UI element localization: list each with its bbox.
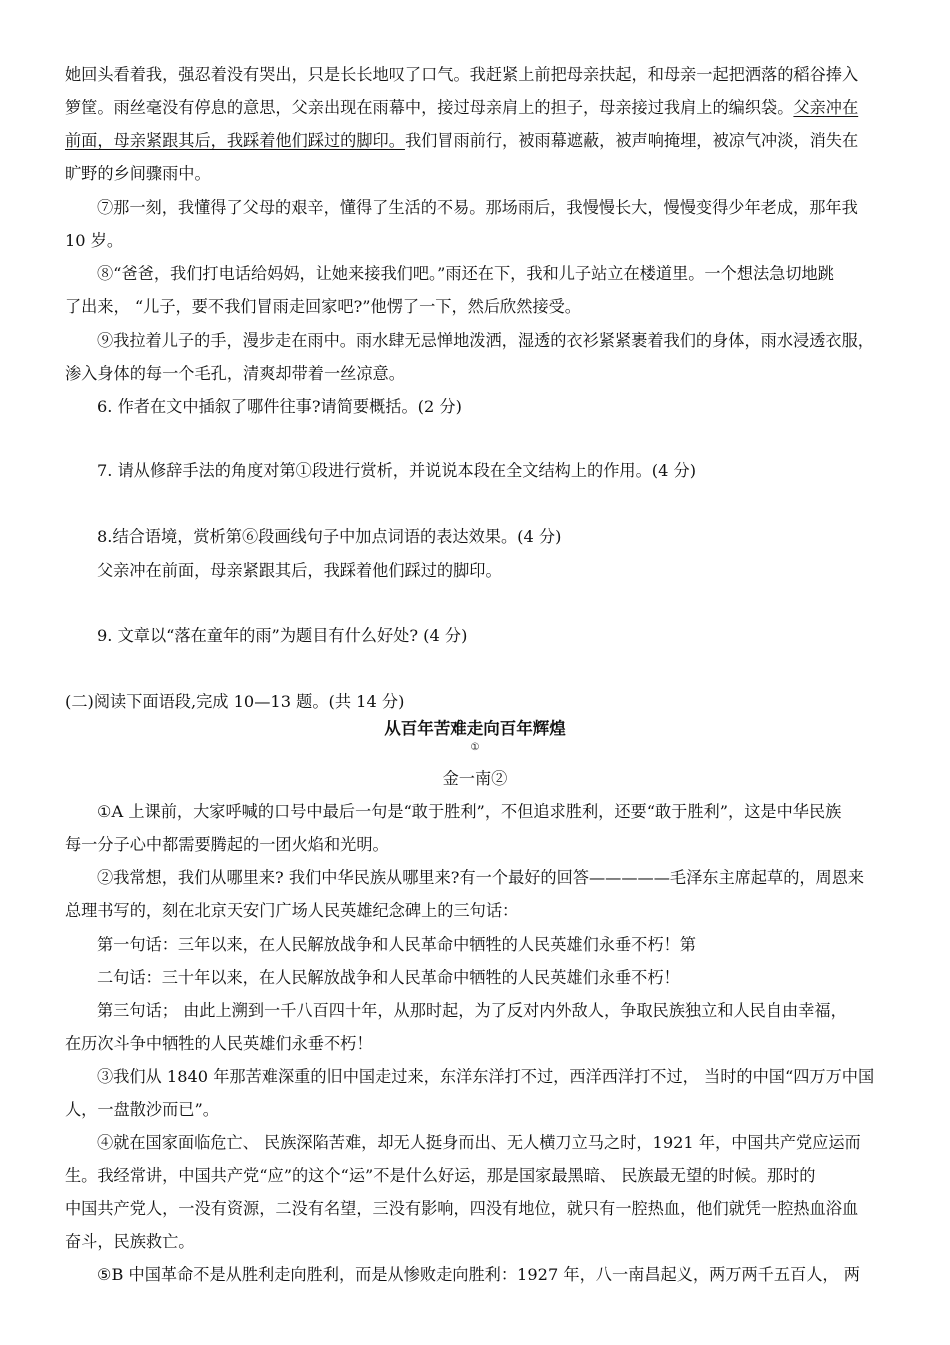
question-9: 9. 文章以“落在童年的雨”为题目有什么好处? (4 分) xyxy=(97,626,468,645)
paragraph-8-line-2: 了出来， “儿子，要不我们冒雨走回家吧?”他愣了一下，然后欣然接受。 xyxy=(65,297,581,316)
article-line: ②我常想，我们从哪里来? 我们中华民族从哪里来?有一个最好的回答—————毛泽东主席起草的，周恩来 xyxy=(97,868,865,887)
paragraph-7-line-2: 10 岁。 xyxy=(65,231,124,250)
paragraph-6-line-3 xyxy=(65,130,858,152)
underlined-sentence-end: 前面，母亲紧跟其后，我踩着他们踩过的脚印。 xyxy=(65,131,405,150)
article-author: 金一南② xyxy=(442,769,508,788)
article-line: ③我们从 1840 年那苦难深重的旧中国走过来，东洋东洋打不过，西洋西洋打不过， 当时的中国“四万万中国 xyxy=(97,1067,875,1086)
article-line: ④就在国家面临危亡、 民族深陷苦难，却无人挺身而出、无人横刀立马之时，1921 年，中国共产党应运而 xyxy=(97,1133,861,1152)
article-line: 生。我经常讲，中国共产党“应”的这个“运”不是什么好运，那是国家最黑暗、 民族最无望的时候。那时的 xyxy=(65,1166,816,1185)
section-heading: (二)阅读下面语段,完成 10—13 题。(共 14 分) xyxy=(65,692,405,711)
paragraph-6-line-2 xyxy=(65,97,858,119)
question-6: 6. 作者在文中插叙了哪件往事?请简要概括。(2 分) xyxy=(97,397,462,416)
article-title: 从百年苦难走向百年辉煌 xyxy=(384,719,566,738)
paragraph-6-text: 我们冒雨前行，被雨幕遮蔽，被声响掩埋，被凉气冲淡，消失在 xyxy=(404,131,859,150)
article-line: 奋斗，民族救亡。 xyxy=(65,1232,195,1251)
paragraph-9-line-2: 渗入身体的每一个毛孔，清爽却带着一丝凉意。 xyxy=(65,364,405,383)
article-line: 每一分子心中都需要腾起的一团火焰和光明。 xyxy=(65,835,389,854)
underlined-sentence-start: 父亲冲在 xyxy=(793,98,859,117)
article-line: 二句话：三十年以来，在人民解放战争和人民革命中牺牲的人民英雄们永垂不朽！ xyxy=(97,968,680,987)
article-line: 第一句话：三年以来，在人民解放战争和人民革命中牺牲的人民英雄们永垂不朽！第 xyxy=(97,935,696,954)
article-line: ①A 上课前，大家呼喊的口号中最后一句是“敢于胜利”，不但追求胜利，还要“敢于胜利”，这是中华民族 xyxy=(97,802,842,821)
paragraph-6-text: 箩筐。雨丝毫没有停息的意思，父亲出现在雨幕中，接过母亲肩上的担子，母亲接过我肩上的编织袋。 xyxy=(65,98,794,117)
article-line: 人，一盘散沙而已”。 xyxy=(65,1100,219,1119)
question-8-sentence: 父亲冲在前面，母亲紧跟其后，我踩着他们踩过的脚印。 xyxy=(97,561,502,580)
question-7: 7. 请从修辞手法的角度对第①段进行赏析，并说说本段在全文结构上的作用。(4 分) xyxy=(97,461,697,480)
question-8: 8.结合语境，赏析第⑥段画线句子中加点词语的表达效果。(4 分) xyxy=(97,527,562,546)
article-line: 中国共产党人，一没有资源，二没有名望，三没有影响，四没有地位，就只有一腔热血，他们就凭一腔热血浴血 xyxy=(65,1199,859,1218)
paragraph-9-line-1: ⑨我拉着儿子的手，漫步走在雨中。雨水肆无忌惮地泼洒，湿透的衣衫紧紧裹着我们的身体，雨水浸透衣服， xyxy=(97,331,874,350)
paragraph-8-line-1: ⑧“爸爸，我们打电话给妈妈，让她来接我们吧。”雨还在下，我和儿子站立在楼道里。一个想法急切地跳 xyxy=(97,264,834,283)
title-footnote-mark: ① xyxy=(470,742,480,753)
paragraph-7-line-1: ⑦那一刻，我懂得了父母的艰辛，懂得了生活的不易。那场雨后，我慢慢长大，慢慢变得少年老成，那年我 xyxy=(97,198,858,217)
article-line: 第三句话； 由此上溯到一千八百四十年，从那时起，为了反对内外敌人，争取民族独立和人民自由幸福， xyxy=(97,1001,847,1020)
article-line: ⑤B 中国革命不是从胜利走向胜利，而是从惨败走向胜利：1927 年，八一南昌起义，两万两千五百人， 两 xyxy=(97,1265,860,1284)
paragraph-6-line-4: 旷野的乡间骤雨中。 xyxy=(65,164,211,183)
paragraph-6-line-1: 她回头看着我，强忍着没有哭出，只是长长地叹了口气。我赶紧上前把母亲扶起，和母亲一起把洒落的稻谷捧入 xyxy=(65,65,859,84)
article-line: 在历次斗争中牺牲的人民英雄们永垂不朽！ xyxy=(65,1034,373,1053)
article-line: 总理书写的，刻在北京天安门广场人民英雄纪念碑上的三句话： xyxy=(65,901,519,920)
